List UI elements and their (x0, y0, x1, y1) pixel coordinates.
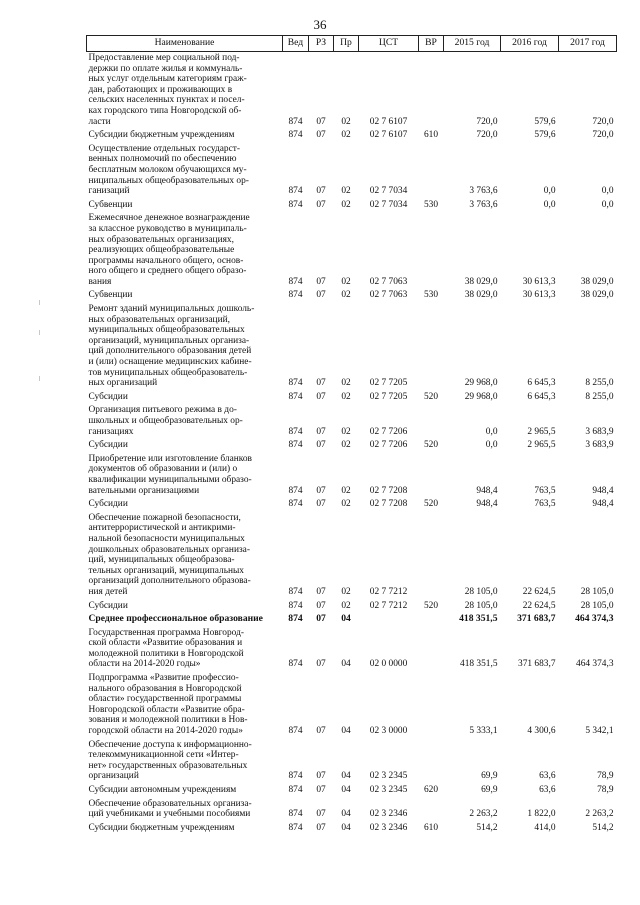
row-amount-2017: 720,0 (592, 116, 614, 127)
row-amount-2017: 514,2 (592, 822, 614, 833)
row-vr: 520 (423, 499, 439, 510)
row-amount-2017: 8 255,0 (585, 378, 614, 389)
row-rz: 07 (316, 426, 326, 437)
table-row (87, 52, 617, 130)
row-cst: 02 7 7034 (369, 199, 408, 210)
column-header-2016: 2016 год (501, 36, 559, 52)
row-amount-2015: 29 968,0 (464, 378, 498, 389)
row-amount-2015: 720,0 (476, 130, 498, 141)
row-amount-2015: 514,2 (476, 822, 498, 833)
row-name: Ремонт зданий муниципальных дошколь- ных образовательных организаций, муниципальных общеобразовательных организаций, муниципальных организа- ций дополнительного образования детей и (или) оснащение медицинских кабине- тов муниципальных общеобразователь- ных организаций (88, 304, 255, 389)
row-amount-2016: 22 624,5 (522, 600, 556, 611)
column-header-cst: ЦСТ (359, 36, 419, 52)
row-amount-2016: 414,0 (534, 822, 556, 833)
row-ved: 874 (288, 586, 303, 597)
row-cst: 02 7 7063 (369, 290, 408, 301)
row-amount-2017: 28 105,0 (580, 600, 614, 611)
table-row (87, 199, 617, 213)
row-ved: 874 (288, 659, 303, 670)
row-amount-2015: 3 763,6 (469, 186, 498, 197)
page-number: 36 (313, 17, 327, 32)
column-header-pr: Пр (334, 36, 359, 52)
row-cst: 02 0 0000 (369, 659, 408, 670)
row-pr: 02 (341, 426, 351, 437)
column-header-vr: ВР (419, 36, 444, 52)
row-vr: 520 (423, 440, 439, 451)
row-name: Субсидии (88, 600, 128, 611)
row-pr: 02 (341, 186, 351, 197)
row-ved: 874 (288, 378, 303, 389)
row-rz: 07 (316, 659, 326, 670)
row-amount-2016: 2 965,5 (527, 426, 556, 437)
row-ved: 874 (288, 116, 303, 127)
table-row (87, 129, 617, 143)
table-row (87, 627, 617, 672)
row-amount-2017: 464 374,3 (576, 659, 614, 670)
row-pr: 04 (341, 771, 351, 782)
row-amount-2017: 948,4 (592, 485, 614, 496)
row-amount-2015: 69,9 (481, 785, 498, 795)
row-vr (419, 143, 444, 199)
row-name: Обеспечение доступа к информационно- телекоммуникационной сети «Интер- нет» государственных образовательных организаций (88, 739, 252, 782)
row-name: Субсидии автономным учреждениям (88, 785, 237, 795)
row-amount-2016: 30 613,3 (522, 290, 556, 301)
row-amount-2016: 763,5 (534, 485, 556, 496)
row-cst: 02 7 7206 (369, 440, 408, 451)
row-name: Приобретение или изготовление бланков документов об образовании и (или) о квалификации муниципальными образо- вательными организациями (88, 453, 252, 496)
row-vr: 530 (423, 290, 439, 301)
row-cst: 02 7 7063 (369, 276, 408, 287)
row-rz: 07 (316, 613, 326, 625)
row-name: Подпрограмма «Развитие профессио- нального образования в Новгородской области» государственной программы Новгородской области «Развитие обра- зования и молодежной политики в Нов- городской области на 2014-2020 годы» (88, 673, 248, 737)
row-cst: 02 7 7208 (369, 485, 408, 496)
row-amount-2017: 720,0 (592, 130, 614, 141)
row-cst: 02 7 7034 (369, 186, 408, 197)
row-pr: 04 (341, 809, 351, 820)
row-pr: 02 (341, 600, 351, 611)
row-ved: 874 (288, 391, 303, 402)
row-amount-2017: 0,0 (601, 186, 614, 197)
row-amount-2016: 63,6 (539, 771, 556, 782)
row-rz: 07 (316, 485, 326, 496)
row-amount-2016: 0,0 (543, 186, 556, 197)
row-amount-2016: 371 683,7 (518, 659, 556, 670)
row-amount-2015: 418 351,5 (460, 659, 498, 670)
row-pr: 02 (341, 378, 351, 389)
row-amount-2017: 0,0 (601, 199, 614, 210)
table-row (87, 613, 617, 627)
table-row (87, 798, 617, 822)
row-vr (419, 512, 444, 600)
row-amount-2015: 38 029,0 (464, 276, 498, 287)
row-amount-2016: 763,5 (534, 499, 556, 510)
row-pr: 02 (341, 440, 351, 451)
table-row (87, 600, 617, 614)
row-rz: 07 (316, 276, 326, 287)
row-vr: 520 (423, 391, 439, 402)
row-name: Ежемесячное денежное вознаграждение за классное руководство в муниципаль- ных образовательных организациях, реализующих общеобразовательные программы начального общего, основ- ного общего и среднего общего образо- вания (88, 213, 250, 287)
row-pr: 02 (341, 130, 351, 141)
row-name: Предоставление мер социальной под- держки по оплате жилья и коммуналь- ных услуг отдельным категориям граж- дан, работающих и проживающих в сельских населенных пунктах и посел- ках городского типа Новгородской об- ласти (88, 53, 247, 127)
table-row (87, 404, 617, 439)
row-pr: 02 (341, 586, 351, 597)
table-body (87, 52, 617, 836)
table-row (87, 822, 617, 836)
row-rz: 07 (316, 199, 326, 210)
row-name: Субсидии (88, 391, 128, 402)
row-vr: 620 (423, 785, 439, 795)
row-vr: 610 (423, 822, 439, 833)
row-amount-2016: 6 645,3 (527, 378, 556, 389)
scan-mark (39, 376, 40, 381)
table-row (87, 143, 617, 199)
table-row (87, 498, 617, 512)
row-vr (419, 627, 444, 672)
row-vr (419, 212, 444, 289)
row-amount-2017: 78,9 (597, 785, 614, 795)
table-row (87, 212, 617, 289)
row-name: Обеспечение пожарной безопасности, антитеррористической и антикрими- нальной безопасности муниципальных дошкольных образовательных организа- ций, муниципальных общеобразова- тельных организаций, муниципальных организаций дополнительного образова- ния детей (88, 512, 251, 597)
budget-table (86, 35, 617, 835)
row-name: Субсидии бюджетным учреждениям (88, 130, 235, 141)
row-rz: 07 (316, 785, 326, 795)
row-pr: 04 (341, 785, 351, 795)
row-pr: 02 (341, 199, 351, 210)
row-cst: 02 7 7205 (369, 378, 408, 389)
row-amount-2015: 0,0 (485, 440, 498, 451)
row-vr: 530 (423, 199, 439, 210)
row-ved: 874 (288, 499, 303, 510)
row-amount-2017: 3 683,9 (585, 440, 614, 451)
column-header-ved: Вед (283, 36, 309, 52)
row-name: Осуществление отдельных государст- венных полномочий по обеспечению бесплатным молоком обучающихся му- ниципальных общеобразовательных ор- ганизаций (88, 143, 249, 197)
row-amount-2015: 3 763,6 (469, 199, 498, 210)
row-amount-2016: 22 624,5 (522, 586, 556, 597)
row-rz: 07 (316, 726, 326, 737)
row-vr (419, 303, 444, 391)
column-header-name: Наименование (87, 36, 283, 52)
row-amount-2015: 418 351,5 (459, 613, 498, 625)
row-ved: 874 (288, 426, 303, 437)
row-ved: 874 (288, 613, 303, 625)
row-cst: 02 3 0000 (369, 726, 408, 737)
row-rz: 07 (316, 771, 326, 782)
row-vr (419, 672, 444, 739)
row-vr (419, 739, 444, 784)
row-cst: 02 7 7208 (369, 499, 408, 510)
column-header-2017: 2017 год (559, 36, 617, 52)
row-amount-2016: 2 965,5 (527, 440, 556, 451)
row-rz: 07 (316, 809, 326, 820)
row-ved: 874 (288, 186, 303, 197)
row-name: Субвенции (88, 290, 133, 301)
row-vr (419, 453, 444, 498)
row-amount-2016: 6 645,3 (527, 391, 556, 402)
row-amount-2015: 69,9 (481, 771, 498, 782)
row-pr: 02 (341, 276, 351, 287)
row-name: Организация питьевого режима в до- школьных и общеобразовательных ор- ганизациях (88, 405, 243, 437)
row-amount-2016: 63,6 (539, 785, 556, 795)
table-row (87, 672, 617, 739)
row-pr: 04 (341, 613, 351, 625)
row-ved: 874 (288, 485, 303, 496)
row-pr: 02 (341, 116, 351, 127)
row-rz: 07 (316, 116, 326, 127)
row-amount-2017: 8 255,0 (585, 391, 614, 402)
row-cst: 02 7 7205 (369, 391, 408, 402)
row-cst: 02 7 6107 (369, 116, 408, 127)
row-cst: 02 3 2346 (369, 809, 408, 820)
row-cst: 02 3 2345 (369, 785, 408, 795)
row-amount-2017: 78,9 (597, 771, 614, 782)
row-ved: 874 (288, 785, 303, 795)
row-cst: 02 7 7212 (369, 586, 408, 597)
row-rz: 07 (316, 822, 326, 833)
row-cst: 02 7 6107 (369, 130, 408, 141)
row-ved: 874 (288, 130, 303, 141)
row-ved: 874 (288, 771, 303, 782)
row-amount-2015: 28 105,0 (464, 600, 498, 611)
row-amount-2017: 2 263,2 (585, 809, 614, 820)
row-amount-2017: 948,4 (592, 499, 614, 510)
table-row (87, 453, 617, 498)
row-amount-2016: 1 822,0 (527, 809, 556, 820)
row-name: Субсидии (88, 440, 128, 451)
row-pr: 04 (341, 726, 351, 737)
table-row (87, 289, 617, 303)
row-amount-2015: 5 333,1 (469, 726, 498, 737)
row-vr (419, 52, 444, 130)
row-amount-2016: 579,6 (534, 116, 556, 127)
row-pr: 02 (341, 485, 351, 496)
row-rz: 07 (316, 499, 326, 510)
row-name: Субсидии бюджетным учреждениям (88, 822, 235, 833)
row-ved: 874 (288, 726, 303, 737)
row-ved: 874 (288, 290, 303, 301)
row-ved: 874 (288, 600, 303, 611)
row-cst (359, 613, 419, 627)
row-amount-2016: 579,6 (534, 130, 556, 141)
row-pr: 04 (341, 822, 351, 833)
row-vr (419, 798, 444, 822)
row-name: Субвенции (88, 199, 133, 210)
row-name: Государственная программа Новгород- ской области «Развитие образования и молодежной политики в Новгородской области на 2014-2020 годы» (88, 627, 244, 670)
row-amount-2017: 464 374,3 (575, 613, 614, 625)
table-row (87, 391, 617, 405)
scan-mark (39, 300, 40, 305)
row-amount-2017: 28 105,0 (580, 586, 614, 597)
row-rz: 07 (316, 391, 326, 402)
row-rz: 07 (316, 440, 326, 451)
row-amount-2017: 38 029,0 (580, 290, 614, 301)
row-amount-2017: 38 029,0 (580, 276, 614, 287)
table-row (87, 512, 617, 600)
table-row (87, 303, 617, 391)
row-cst: 02 3 2346 (369, 822, 408, 833)
row-cst: 02 3 2345 (369, 771, 408, 782)
row-rz: 07 (316, 130, 326, 141)
row-name: Среднее профессиональное образование (88, 613, 263, 625)
row-ved: 874 (288, 276, 303, 287)
row-cst: 02 7 7212 (369, 600, 408, 611)
row-rz: 07 (316, 378, 326, 389)
row-ved: 874 (288, 199, 303, 210)
scan-mark (39, 330, 40, 335)
row-pr: 02 (341, 290, 351, 301)
row-pr: 02 (341, 499, 351, 510)
row-vr (419, 404, 444, 439)
table-row (87, 739, 617, 784)
row-rz: 07 (316, 586, 326, 597)
row-name: Обеспечение образовательных организа- ций учебниками и учебными пособиями (88, 798, 252, 820)
column-header-rz: РЗ (309, 36, 334, 52)
row-pr: 04 (341, 659, 351, 670)
row-amount-2015: 28 105,0 (464, 586, 498, 597)
row-amount-2015: 948,4 (476, 499, 498, 510)
row-amount-2015: 38 029,0 (464, 290, 498, 301)
row-ved: 874 (288, 822, 303, 833)
row-vr: 520 (423, 600, 439, 611)
row-amount-2015: 2 263,2 (469, 809, 498, 820)
row-amount-2015: 948,4 (476, 485, 498, 496)
row-amount-2015: 29 968,0 (464, 391, 498, 402)
row-amount-2016: 0,0 (543, 199, 556, 210)
row-ved: 874 (288, 440, 303, 451)
column-header-2015: 2015 год (444, 36, 501, 52)
table-header-row (87, 36, 617, 52)
row-vr (419, 613, 444, 627)
row-amount-2015: 0,0 (485, 426, 498, 437)
row-pr: 02 (341, 391, 351, 402)
row-amount-2015: 720,0 (476, 116, 498, 127)
row-amount-2016: 371 683,7 (517, 613, 556, 625)
row-amount-2017: 3 683,9 (585, 426, 614, 437)
row-amount-2016: 30 613,3 (522, 276, 556, 287)
row-rz: 07 (316, 290, 326, 301)
row-rz: 07 (316, 600, 326, 611)
row-amount-2017: 5 342,1 (585, 726, 614, 737)
row-amount-2016: 4 300,6 (527, 726, 556, 737)
row-vr: 610 (423, 130, 439, 141)
row-cst: 02 7 7206 (369, 426, 408, 437)
row-ved: 874 (288, 809, 303, 820)
table-row (87, 784, 617, 798)
table-row (87, 439, 617, 453)
row-rz: 07 (316, 186, 326, 197)
row-name: Субсидии (88, 499, 128, 510)
